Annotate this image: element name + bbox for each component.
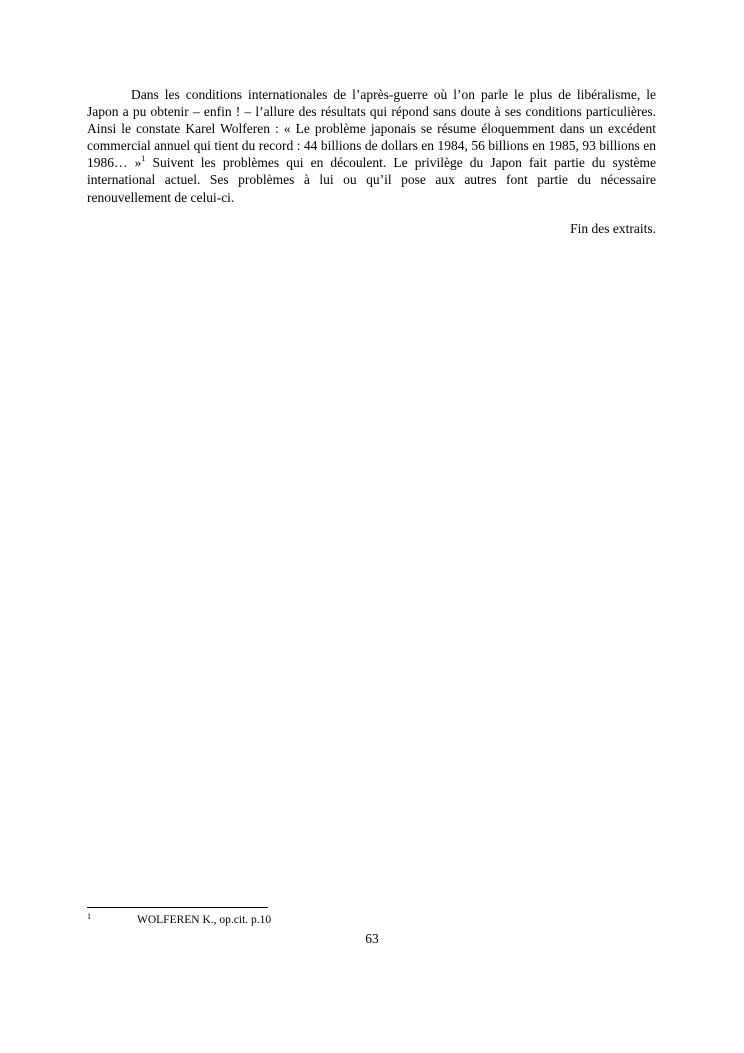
closing-line: Fin des extraits. <box>570 221 656 236</box>
footnote-text: WOLFEREN K., op.cit. p.10 <box>137 914 272 926</box>
paragraph-text-part2: Suivent les problèmes qui en découlent. Le privilège du Japon fait partie du système international actuel. Ses problèmes à lui ou qu’il pose aux autres font partie du nécessaire renouvellement de celui-ci. <box>87 155 657 205</box>
footnote-reference: 1 <box>141 154 146 164</box>
footnote: 1 WOLFEREN K., op.cit. p.10 <box>87 912 272 926</box>
paragraph-text-part1: Dans les conditions internationales de l’après-guerre où l’on parle le plus de libéralisme, le Japon a pu obtenir – enfin ! – l’allure des résultats qui répond sans doute à ses conditions particulières. Ainsi le constate Karel Wolferen : « Le problème japonais se résume éloquemment dans un excédent commercial annuel qui tient du record : 44 billions de dollars en 1984, 56 billions en 1985, 93 billions en 1986… » <box>87 87 656 171</box>
main-paragraph <box>87 86 656 206</box>
footnote-separator <box>87 907 268 908</box>
page-number: 63 <box>365 931 379 946</box>
